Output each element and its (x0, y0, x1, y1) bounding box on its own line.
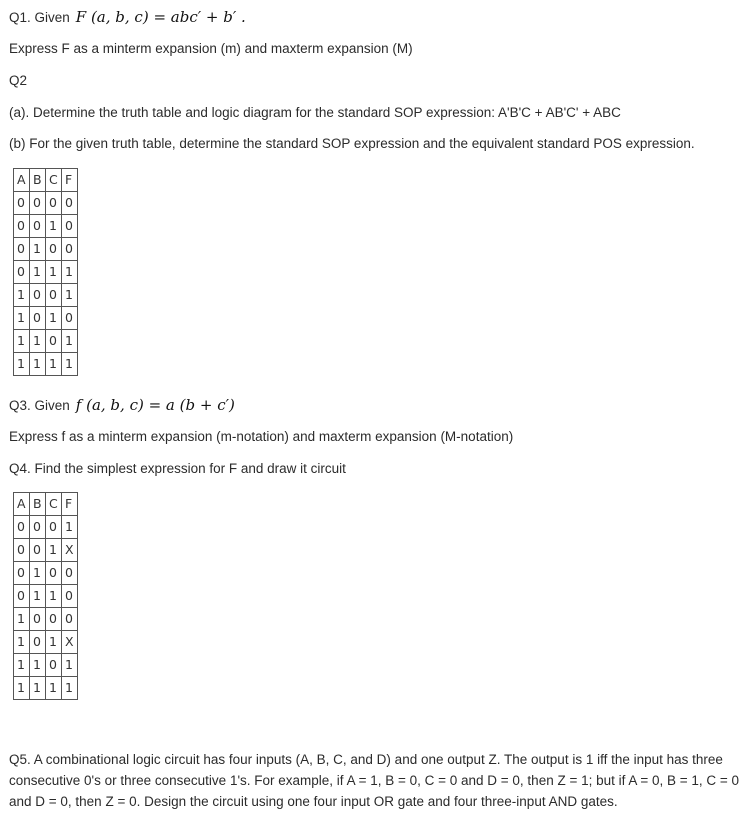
table-cell: 0 (30, 608, 46, 631)
table-cell: 0 (30, 284, 46, 307)
table-cell: 0 (30, 631, 46, 654)
table-cell: 0 (14, 562, 30, 585)
table-cell: 0 (14, 539, 30, 562)
table-cell: 1 (46, 353, 62, 376)
q3-formula: f (a, b, c) = a (b + c′) (75, 396, 235, 414)
table-row (14, 608, 78, 631)
table-cell: 0 (14, 261, 30, 284)
table-cell: 0 (30, 539, 46, 562)
table-cell: X (62, 631, 78, 654)
table-cell: 1 (30, 562, 46, 585)
table-row (14, 261, 78, 284)
table-cell: 0 (46, 608, 62, 631)
table-cell: 1 (30, 238, 46, 261)
q3-heading (9, 396, 235, 415)
table-cell: 1 (62, 516, 78, 539)
table-cell: 0 (62, 215, 78, 238)
table-cell: 0 (30, 516, 46, 539)
table-cell: 1 (14, 654, 30, 677)
q3-text: Express f as a minterm expansion (m-notation) and maxterm expansion (M-notation) (9, 429, 514, 444)
q3-label: Q3. Given (9, 398, 70, 413)
table-cell: 1 (14, 353, 30, 376)
table-cell: 1 (14, 631, 30, 654)
table-cell: 1 (14, 330, 30, 353)
table-header-row (14, 169, 78, 192)
table-row (14, 677, 78, 700)
table-header-cell: C (46, 169, 62, 192)
table-row (14, 307, 78, 330)
q2-truth-table (13, 168, 78, 376)
q2-part-b: (b) For the given truth table, determine the standard SOP expression and the equivalent standard POS expression. (9, 136, 695, 151)
table-header-cell: A (14, 493, 30, 516)
table-cell: 0 (14, 192, 30, 215)
table-cell: 1 (30, 261, 46, 284)
table-cell: 0 (30, 307, 46, 330)
table-cell: 1 (62, 284, 78, 307)
q1-formula: F (a, b, c) = abc′ + b′ . (75, 8, 246, 26)
table-cell: 0 (62, 562, 78, 585)
q5-text: Q5. A combinational logic circuit has four inputs (A, B, C, and D) and one output Z. The output is 1 iff the input has three consecutive 0's or three consecutive 1's. For example, if A = 1, B = 0, C = 0 and D = 0, then Z = 1; but if A = 0, B = 1, C = 0 and D = 0, then Z = 0. Design the circuit using one four input OR gate and four three-input AND gates. (9, 752, 740, 809)
table-cell: 1 (46, 261, 62, 284)
table-cell: 0 (30, 192, 46, 215)
table-cell: 1 (46, 585, 62, 608)
table-cell: 1 (46, 631, 62, 654)
table-cell: 1 (14, 284, 30, 307)
table-cell: 1 (14, 608, 30, 631)
table-header-cell: B (30, 169, 46, 192)
q4-truth-table (13, 492, 78, 700)
table-cell: 1 (14, 677, 30, 700)
table-row (14, 330, 78, 353)
table-cell: 1 (30, 330, 46, 353)
table-header-cell: A (14, 169, 30, 192)
table-cell: 1 (62, 353, 78, 376)
table-cell: 0 (46, 192, 62, 215)
table-cell: 1 (46, 539, 62, 562)
table-row (14, 631, 78, 654)
table-cell: 0 (14, 215, 30, 238)
table-cell: 1 (46, 677, 62, 700)
q2-part-a: (a). Determine the truth table and logic diagram for the standard SOP expression: A'B'C + AB'C' + ABC (9, 105, 621, 120)
q4-text: Q4. Find the simplest expression for F and draw it circuit (9, 461, 346, 476)
table-cell: 1 (30, 677, 46, 700)
q2-label: Q2 (9, 73, 28, 88)
table-cell: 1 (62, 654, 78, 677)
table-row (14, 284, 78, 307)
table-header-row (14, 493, 78, 516)
table-row (14, 192, 78, 215)
q1-heading (9, 8, 246, 27)
table-cell: 0 (46, 654, 62, 677)
table-cell: 1 (14, 307, 30, 330)
table-row (14, 562, 78, 585)
table-cell: 0 (30, 215, 46, 238)
table-cell: 0 (62, 307, 78, 330)
table-header-cell: B (30, 493, 46, 516)
table-cell: 1 (46, 307, 62, 330)
table-row (14, 238, 78, 261)
table-cell: 1 (30, 353, 46, 376)
table-cell: 0 (14, 585, 30, 608)
table-cell: 0 (46, 284, 62, 307)
table-cell: 1 (46, 215, 62, 238)
table-row (14, 585, 78, 608)
table-row (14, 353, 78, 376)
table-cell: 0 (46, 330, 62, 353)
table-header-cell: F (62, 493, 78, 516)
table-cell: 0 (46, 516, 62, 539)
table-cell: 0 (14, 516, 30, 539)
table-row (14, 215, 78, 238)
table-header-cell: C (46, 493, 62, 516)
table-cell: 1 (62, 261, 78, 284)
table-cell: 0 (62, 608, 78, 631)
table-cell: 1 (62, 330, 78, 353)
table-row (14, 654, 78, 677)
table-cell: 0 (14, 238, 30, 261)
q1-text: Express F as a minterm expansion (m) and maxterm expansion (M) (9, 41, 413, 56)
table-cell: 1 (62, 677, 78, 700)
table-cell: 1 (30, 585, 46, 608)
table-cell: 1 (30, 654, 46, 677)
table-header-cell: F (62, 169, 78, 192)
table-cell: 0 (62, 238, 78, 261)
table-cell: 0 (62, 192, 78, 215)
table-cell: X (62, 539, 78, 562)
q1-label: Q1. Given (9, 10, 70, 25)
table-row (14, 539, 78, 562)
table-row (14, 516, 78, 539)
table-cell: 0 (46, 238, 62, 261)
table-cell: 0 (46, 562, 62, 585)
table-cell: 0 (62, 585, 78, 608)
